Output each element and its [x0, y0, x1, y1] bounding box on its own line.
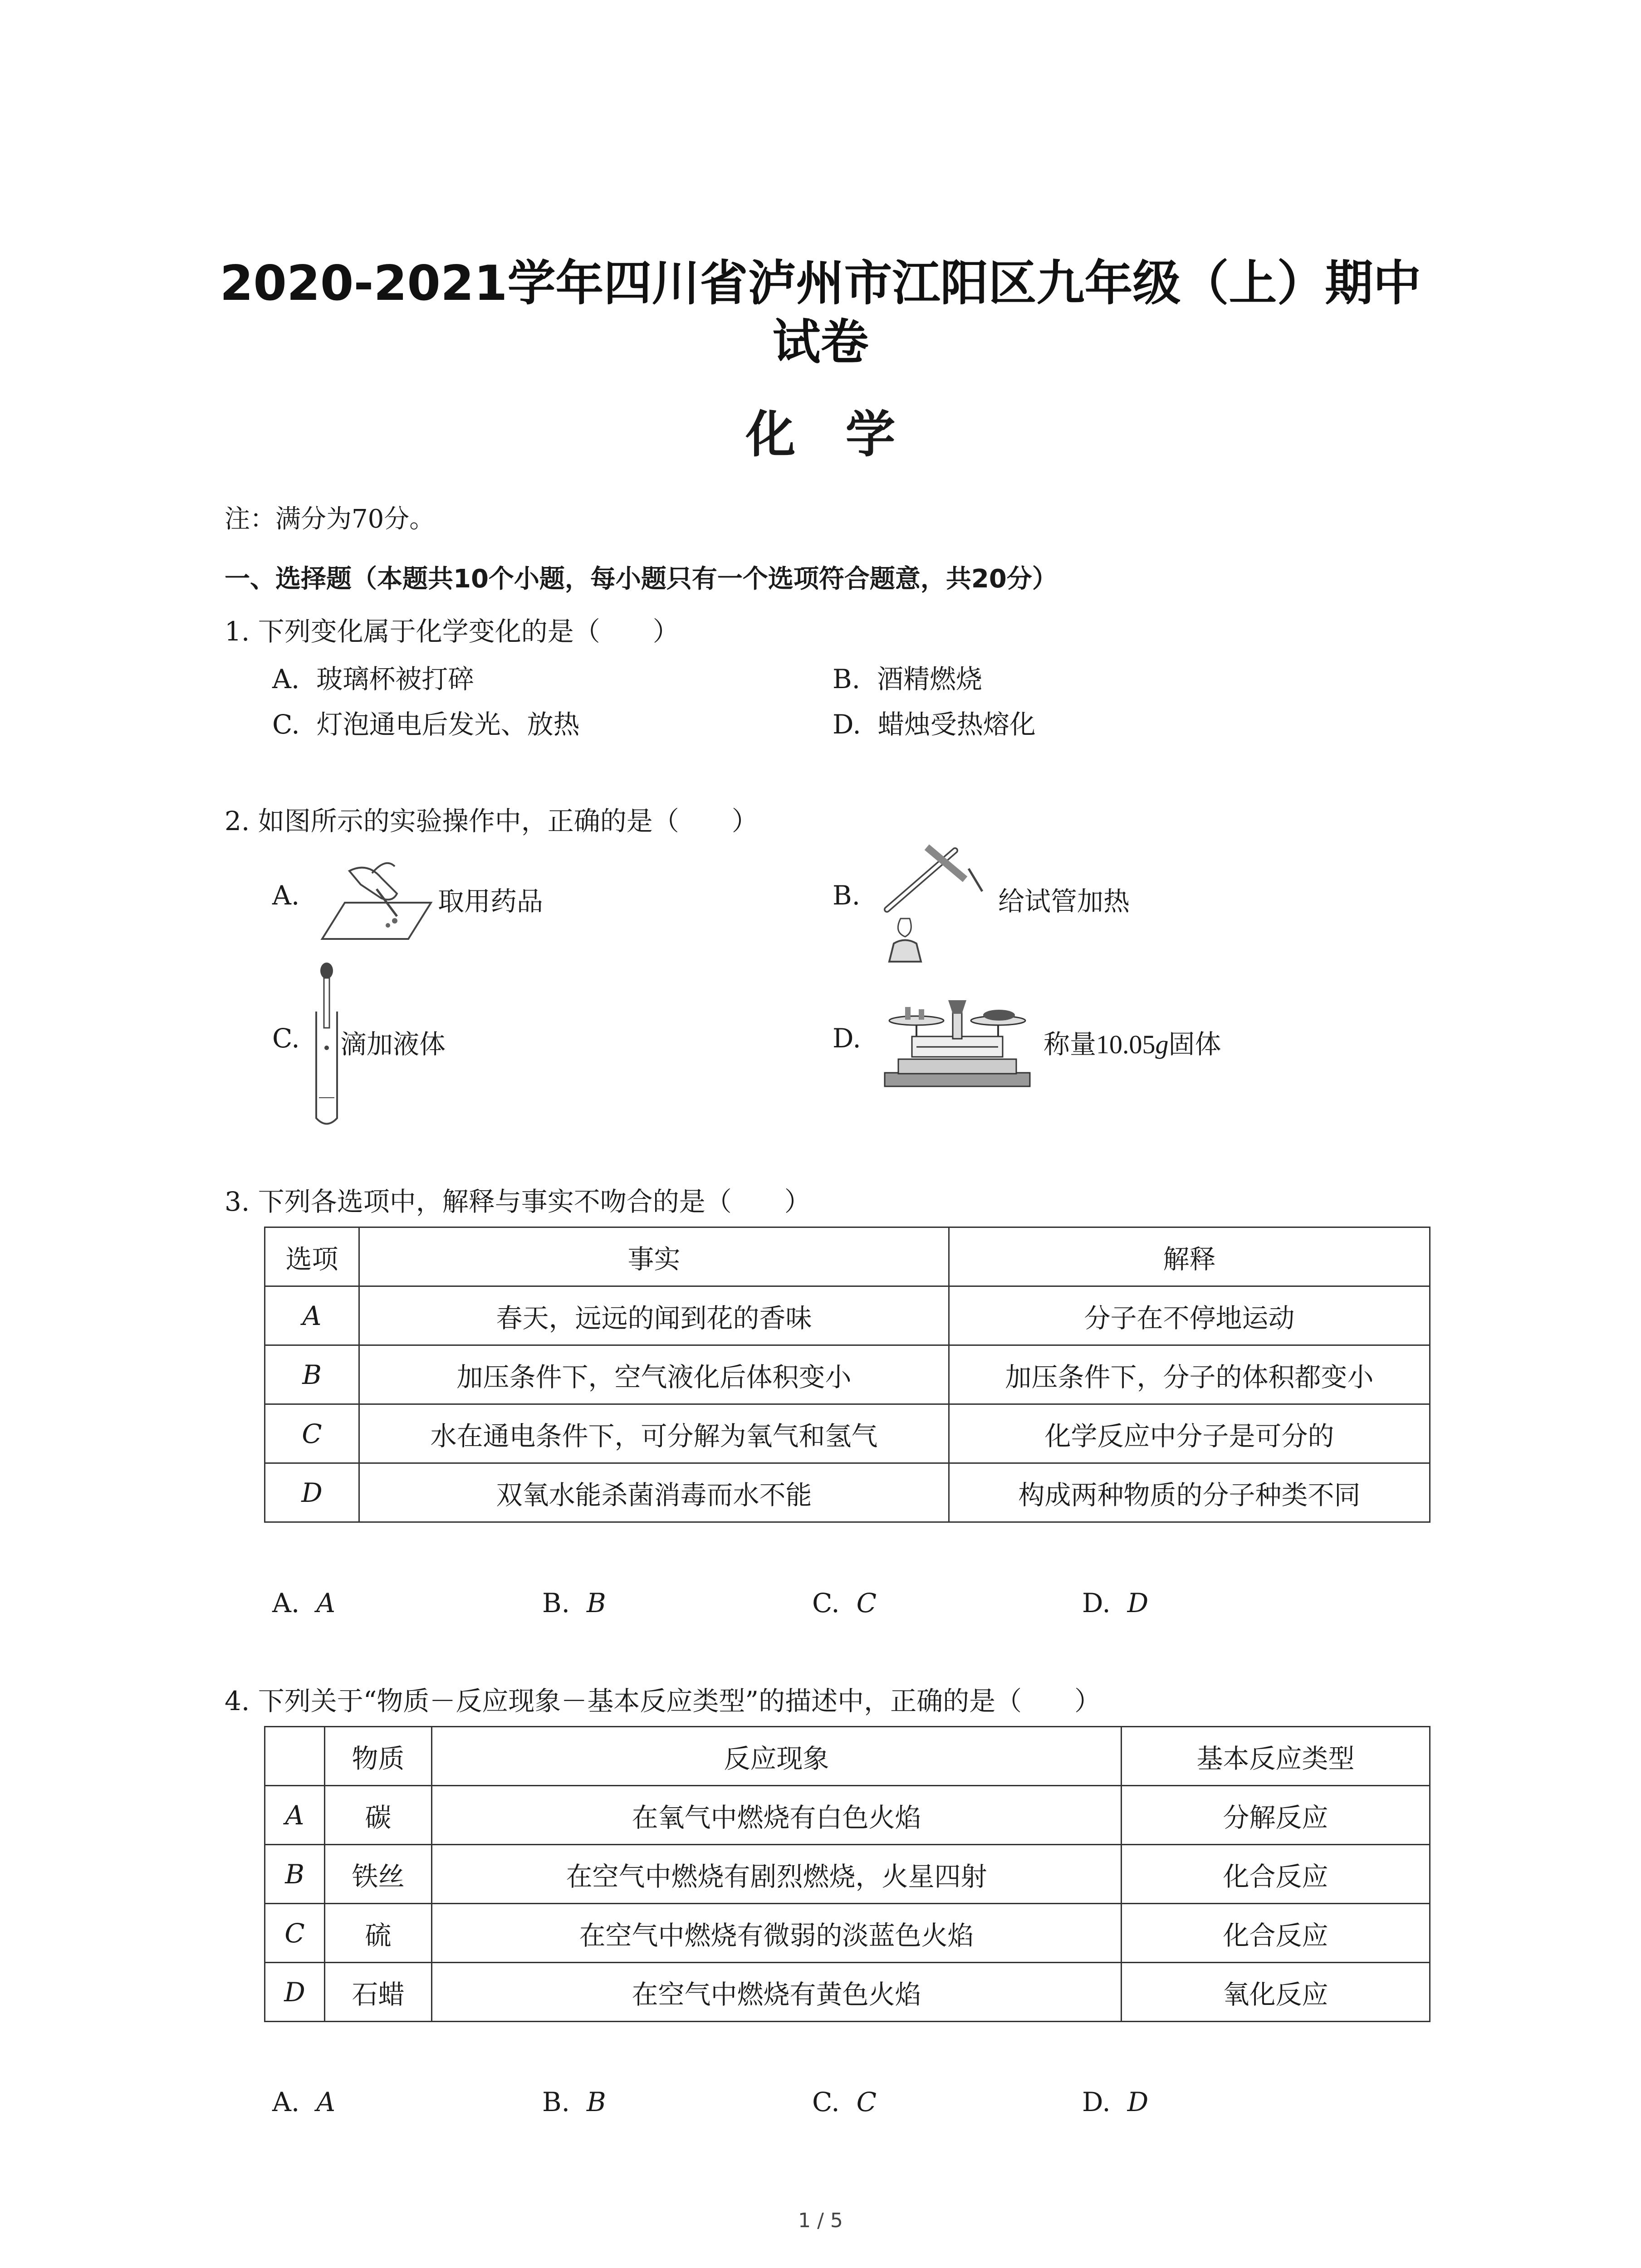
- score-note: 注：满分为70分。: [225, 504, 435, 534]
- table-header-row: [265, 1727, 1430, 1786]
- table-row: [265, 1845, 1430, 1904]
- option-label: C.: [272, 709, 300, 740]
- option-label: A.: [272, 880, 300, 911]
- question-1-stem: 1. 下列变化属于化学变化的是（ ）: [225, 616, 679, 647]
- question-2-option-d-text: 称量10.05g固体: [1043, 1029, 1221, 1060]
- option-label: D.: [833, 709, 861, 740]
- table-cell: 氧化反应: [1122, 1963, 1430, 2022]
- option-label: D.: [833, 1023, 861, 1054]
- table-cell: 化学反应中分子是可分的: [949, 1404, 1430, 1463]
- question-2-option-b-text: 给试管加热: [998, 886, 1130, 917]
- table-cell: 加压条件下，空气液化后体积变小: [359, 1345, 949, 1404]
- question-4-table: [264, 1726, 1430, 2022]
- table-cell: 在空气中燃烧有剧烈燃烧，火星四射: [432, 1845, 1122, 1904]
- page-number: 1 / 5: [798, 2209, 843, 2232]
- question-1-option-b[interactable]: [833, 658, 982, 696]
- table-row: [265, 1904, 1430, 1963]
- option-label: B.: [833, 880, 861, 911]
- question-2-option-b[interactable]: [833, 880, 860, 911]
- table-cell: 在氧气中燃烧有白色火焰: [432, 1786, 1122, 1845]
- table-cell: 分子在不停地运动: [949, 1286, 1430, 1345]
- balance-scale-icon: [880, 993, 1034, 1093]
- table-cell: 碳: [325, 1786, 432, 1845]
- table-row: [265, 1963, 1430, 2022]
- table-header-cell: 事实: [359, 1227, 949, 1286]
- taking-chemical-icon: [318, 853, 436, 943]
- question-2-stem: 2. 如图所示的实验操作中，正确的是（ ）: [225, 806, 758, 836]
- table-header-cell: 基本反应类型: [1122, 1727, 1430, 1786]
- option-text: 灯泡通电后发光、放热: [316, 709, 580, 740]
- table-header-cell: 解释: [949, 1227, 1430, 1286]
- table-cell: B: [265, 1845, 325, 1904]
- page-title-line2: 试卷: [772, 314, 869, 370]
- question-2-option-c[interactable]: [272, 1023, 300, 1054]
- question-3-answer-a[interactable]: A. A: [272, 1588, 336, 1618]
- question-1-option-d[interactable]: [833, 703, 1036, 741]
- question-3-answer-c[interactable]: C. C: [812, 1588, 877, 1618]
- question-2-option-d[interactable]: [833, 1023, 861, 1054]
- table-cell: 石蜡: [325, 1963, 432, 2022]
- table-cell: C: [265, 1904, 325, 1963]
- option-text: 酒精燃烧: [877, 664, 982, 694]
- question-1-option-c[interactable]: [272, 703, 580, 741]
- question-4-answer-c[interactable]: C. C: [812, 2087, 877, 2117]
- table-row: [265, 1404, 1430, 1463]
- option-text: 玻璃杯被打碎: [316, 664, 475, 694]
- table-cell: 双氧水能杀菌消毒而水不能: [359, 1463, 949, 1522]
- table-header-cell: 物质: [325, 1727, 432, 1786]
- table-cell: 加压条件下，分子的体积都变小: [949, 1345, 1430, 1404]
- table-cell: A: [265, 1286, 359, 1345]
- table-cell: 化合反应: [1122, 1845, 1430, 1904]
- question-4-answer-b[interactable]: B. B: [542, 2087, 606, 2117]
- table-cell: C: [265, 1404, 359, 1463]
- table-cell: 铁丝: [325, 1845, 432, 1904]
- table-cell: D: [265, 1463, 359, 1522]
- table-cell: 构成两种物质的分子种类不同: [949, 1463, 1430, 1522]
- section-heading: 一、选择题（本题共10个小题，每小题只有一个选项符合题意，共20分）: [225, 564, 1058, 594]
- heating-test-tube-icon: [878, 841, 987, 964]
- question-2-option-a[interactable]: [272, 880, 299, 911]
- table-cell: B: [265, 1345, 359, 1404]
- option-label: B.: [833, 664, 861, 694]
- table-header-row: [265, 1227, 1430, 1286]
- table-row: [265, 1345, 1430, 1404]
- question-3-answer-b[interactable]: B. B: [542, 1588, 606, 1618]
- table-cell: 水在通电条件下，可分解为氧气和氢气: [359, 1404, 949, 1463]
- question-3-answer-d[interactable]: D. D: [1082, 1588, 1149, 1618]
- question-3-stem: 3. 下列各选项中，解释与事实不吻合的是（ ）: [225, 1186, 811, 1217]
- table-cell: 硫: [325, 1904, 432, 1963]
- table-cell: A: [265, 1786, 325, 1845]
- question-4-answer-d[interactable]: D. D: [1082, 2087, 1149, 2117]
- dropper-icon: [311, 962, 343, 1129]
- option-label: C.: [272, 1023, 300, 1054]
- table-row: [265, 1463, 1430, 1522]
- option-label: A.: [272, 664, 300, 694]
- table-row: [265, 1786, 1430, 1845]
- table-cell: 春天，远远的闻到花的香味: [359, 1286, 949, 1345]
- table-row: [265, 1286, 1430, 1345]
- option-text: 蜡烛受热熔化: [877, 709, 1036, 740]
- question-2-option-a-text: 取用药品: [438, 886, 544, 917]
- subject-heading: 化学: [745, 406, 945, 464]
- question-3-table: [264, 1227, 1430, 1523]
- table-cell: D: [265, 1963, 325, 2022]
- table-cell: 化合反应: [1122, 1904, 1430, 1963]
- table-cell: 在空气中燃烧有微弱的淡蓝色火焰: [432, 1904, 1122, 1963]
- table-header-cell: 反应现象: [432, 1727, 1122, 1786]
- table-header-cell: [265, 1727, 325, 1786]
- question-2-option-c-text: 滴加液体: [340, 1029, 446, 1060]
- table-cell: 在空气中燃烧有黄色火焰: [432, 1963, 1122, 2022]
- question-4-answer-a[interactable]: A. A: [272, 2087, 336, 2117]
- table-header-cell: 选项: [265, 1227, 359, 1286]
- question-4-stem: 4. 下列关于“物质－反应现象－基本反应类型”的描述中，正确的是（ ）: [225, 1686, 1101, 1716]
- table-cell: 分解反应: [1122, 1786, 1430, 1845]
- question-1-option-a[interactable]: [272, 658, 474, 696]
- page-title: 2020-2021学年四川省泸州市江阳区九年级（上）期中: [220, 255, 1421, 311]
